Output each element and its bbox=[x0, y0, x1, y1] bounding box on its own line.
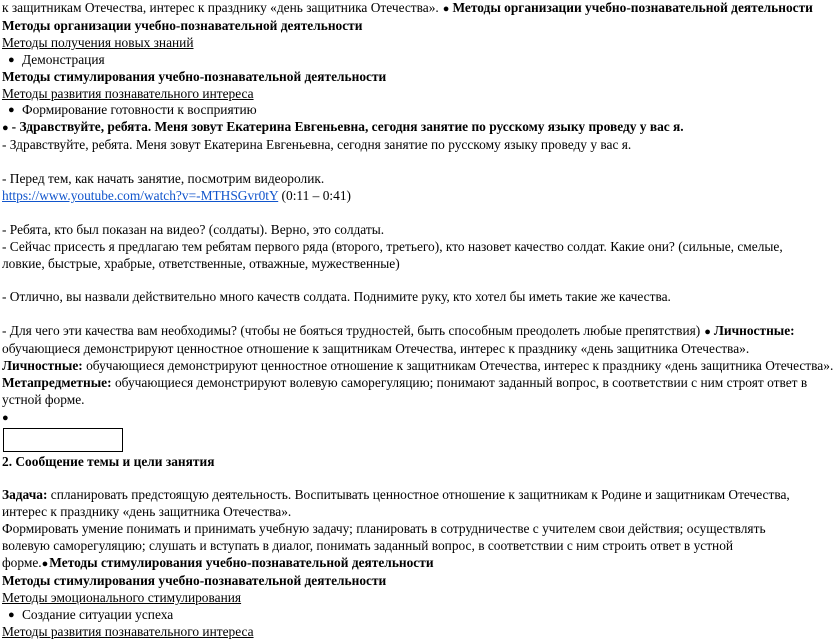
section-heading-topic: 2. Сообщение темы и цели занятия bbox=[2, 453, 215, 469]
subheading-methods-interest-2: Методы развития познавательного интереса bbox=[2, 623, 254, 639]
standalone-bullet bbox=[2, 409, 814, 427]
greeting-bold-line: ● - Здравствуйте, ребята. Меня зовут Екатерина Евгеньевна, сегодня занятие по русскому языку проведу у вас я. bbox=[2, 119, 684, 135]
bullet-icon: ● bbox=[704, 326, 711, 339]
list-item-success-situation: ● Создание ситуации успеха bbox=[8, 606, 174, 622]
heading-methods-organization: Методы организации учебно-познавательной деятельности bbox=[2, 17, 363, 33]
soldier-qualities-paragraph: - Сейчас присесть я предлагаю тем ребятам первого ряда (второго, третьего), кто назовет качество солдат. Какие они? (сильные, смелые, ловкие, быстрые, храбрые, ответственные, отважные, мужественные) bbox=[2, 238, 783, 271]
bullet-icon: ● bbox=[8, 608, 15, 621]
question-video-line: - Ребята, кто был показан на видео? (солдаты). Верно, это солдаты. bbox=[2, 221, 385, 237]
skills-paragraph: Формировать умение понимать и принимать учебную задачу; планировать в сотрудничестве с учителем свои действия; осуществлять волевую саморегуляцию; слушать и вступать в диалог, понимать заданный вопрос, в соответствии с ним строить ответ в устной форме.●Методы стимулирования учебно-познавательной деятельности bbox=[2, 521, 766, 571]
list-item-demonstration: ● Демонстрация bbox=[8, 51, 105, 67]
task-paragraph: Задача: спланировать предстоящую деятельность. Воспитывать ценностное отношение к защитникам к Родине и защитникам Отечества, интерес к празднику «день защитника Отечества». bbox=[2, 487, 790, 520]
bullet-icon: ● bbox=[2, 411, 9, 424]
personal-results-bold-line: Личностные: обучающиеся демонстрируют ценностное отношение к защитникам Отечества, интерес к празднику «день защитника Отечества». bbox=[2, 357, 833, 373]
video-link[interactable]: https://www.youtube.com/watch?v=-MTHSGvr0tY bbox=[2, 187, 279, 203]
bullet-icon: ● bbox=[41, 558, 49, 571]
bullet-icon: ● bbox=[8, 53, 15, 66]
heading-methods-stimulation: Методы стимулирования учебно-познавательной деятельности bbox=[2, 68, 387, 84]
blank-line bbox=[2, 306, 814, 323]
blank-line bbox=[2, 154, 814, 171]
heading-methods-stimulation-2: Методы стимулирования учебно-познавательной деятельности bbox=[2, 572, 387, 588]
blank-line bbox=[2, 272, 814, 289]
subheading-methods-interest: Методы развития познавательного интереса bbox=[2, 85, 254, 101]
video-link-line: https://www.youtube.com/watch?v=-MTHSGvr0tY (0:11 – 0:41) bbox=[2, 187, 351, 203]
bullet-icon: ● bbox=[442, 3, 450, 15]
bullet-icon: ● bbox=[2, 122, 9, 135]
empty-table-cell bbox=[3, 428, 123, 452]
personal-results-line: обучающиеся демонстрируют ценностное отношение к защитникам Отечества, интерес к празднику «день защитника Отечества». bbox=[2, 341, 750, 357]
metasubject-results-paragraph: Метапредметные: обучающиеся демонстрируют волевую саморегуляцию; понимают заданный вопрос, в соответствии с ним строят ответ в устной форме. bbox=[2, 374, 808, 407]
blank-line bbox=[2, 205, 814, 222]
blank-line bbox=[2, 471, 814, 488]
purpose-question-line: - Для чего эти качества вам необходимы? (чтобы не бояться трудностей, быть способным преодолеть любые препятствия) ● Личностные: bbox=[2, 323, 795, 339]
bullet-icon: ● bbox=[8, 104, 15, 117]
subheading-methods-new-knowledge: Методы получения новых знаний bbox=[2, 34, 194, 50]
greeting-line: - Здравствуйте, ребята. Меня зовут Екатерина Евгеньевна, сегодня занятие по русскому языку проведу у вас я. bbox=[2, 137, 632, 153]
list-item-readiness: ● Формирование готовности к восприятию bbox=[8, 102, 257, 118]
praise-line: - Отлично, вы назвали действительно много качеств солдата. Поднимите руку, кто хотел бы иметь такие же качества. bbox=[2, 289, 671, 305]
video-intro-line: - Перед тем, как начать занятие, посмотрим видеоролик. bbox=[2, 171, 325, 187]
line-values-continuation: к защитникам Отечества, интерес к празднику «день защитника Отечества». ● Методы организации учебно-познавательной деятельности bbox=[2, 0, 813, 15]
subheading-methods-emotional: Методы эмоционального стимулирования bbox=[2, 589, 242, 605]
